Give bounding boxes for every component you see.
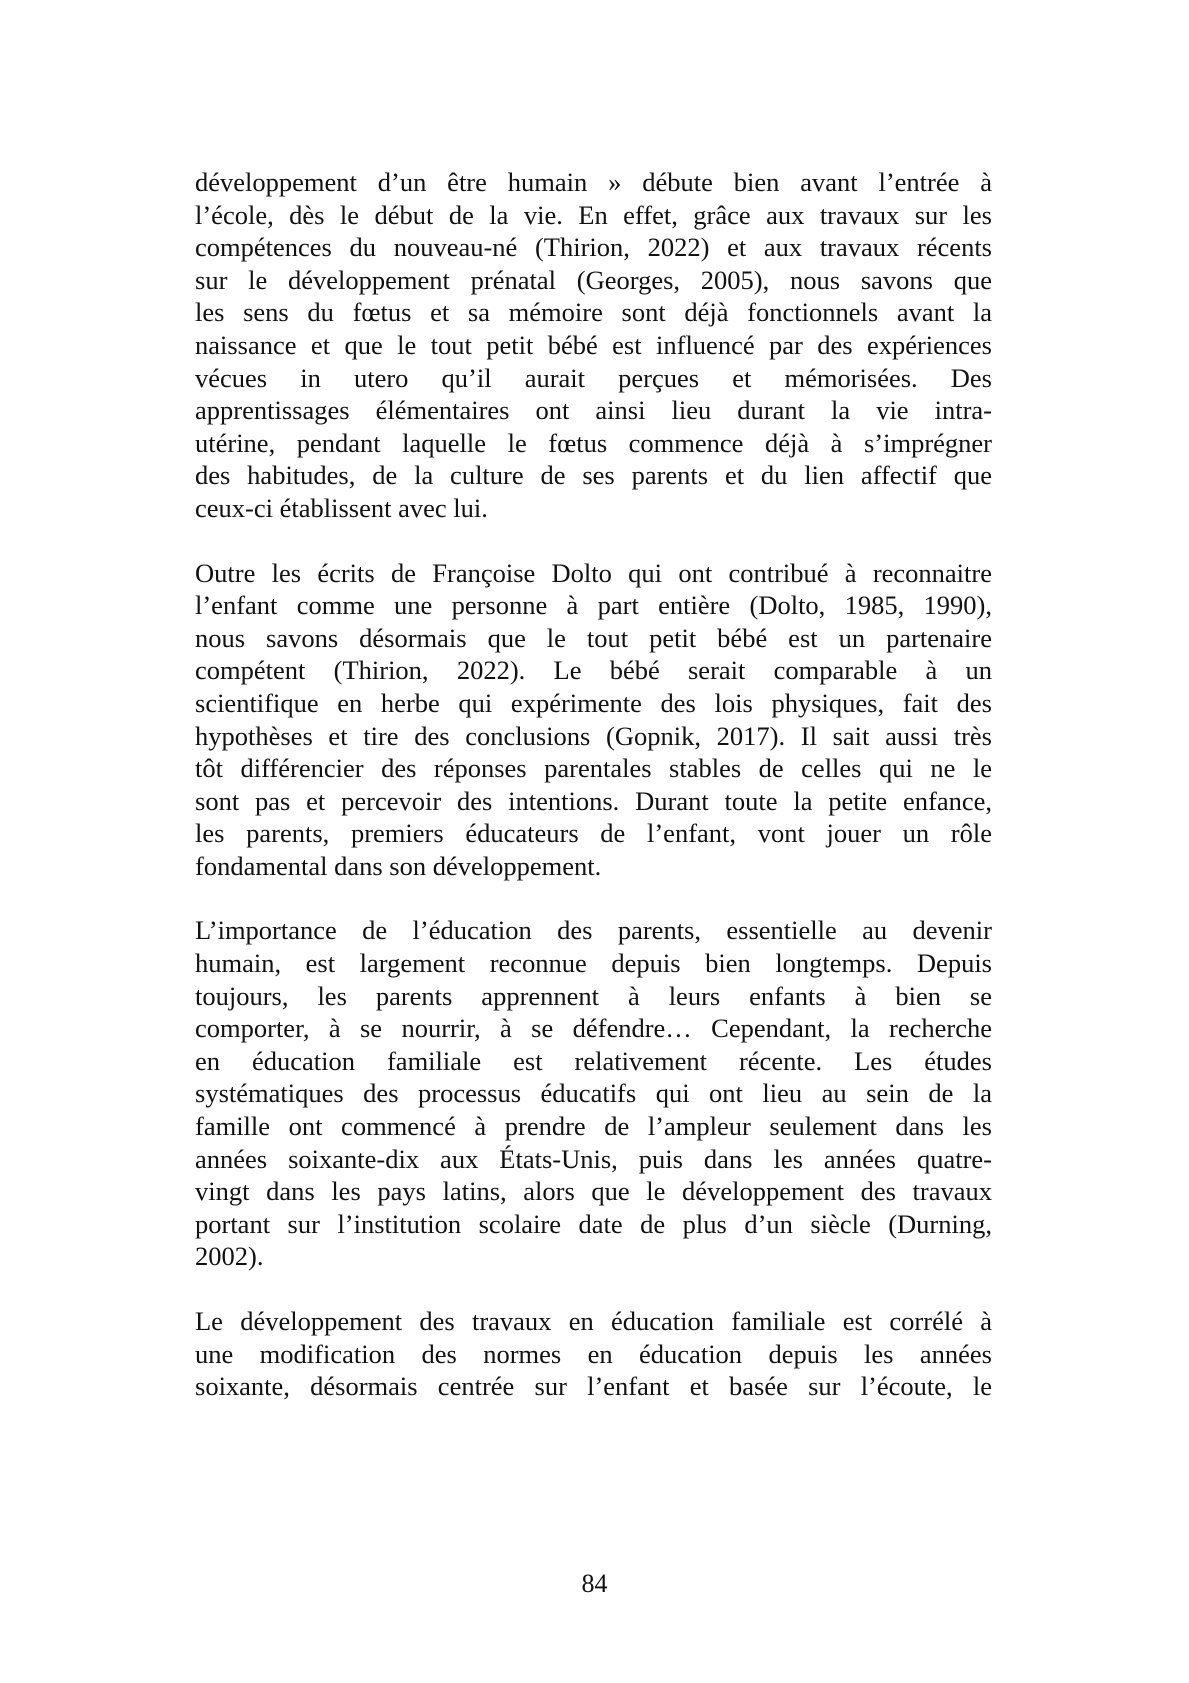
text-line: vingt dans les pays latins, alors que le développement des travaux	[195, 1176, 992, 1207]
text-line: sur le développement prénatal (Georges, 2005), nous savons que	[195, 264, 992, 295]
text-line: développement d’un être humain » débute bien avant l’entrée à	[195, 167, 992, 197]
text-line: sont pas et percevoir des intentions. Durant toute la petite enfance,	[195, 785, 992, 816]
text-line: toujours, les parents apprennent à leurs enfants à bien se	[195, 980, 992, 1011]
text-line: comporter, à se nourrir, à se défendre… Cependant, la recherche	[195, 1013, 992, 1044]
text-line: fondamental dans son développement.	[195, 850, 602, 881]
text-line: tôt différencier des réponses parentales stables de celles qui ne le	[195, 753, 992, 784]
text-line: Outre les écrits de Françoise Dolto qui ont contribué à reconnaitre	[195, 557, 992, 588]
text-line: soixante, désormais centrée sur l’enfant et basée sur l’écoute, le	[195, 1371, 992, 1402]
text-line: hypothèses et tire des conclusions (Gopnik, 2017). Il sait aussi très	[195, 720, 992, 751]
text-line: une modification des normes en éducation depuis les années	[195, 1338, 992, 1369]
paragraph-education-norms	[195, 1305, 992, 1403]
text-line: 2002).	[195, 1241, 264, 1272]
text-line: années soixante-dix aux États-Unis, puis dans les années quatre-	[195, 1143, 992, 1174]
text-line: scientifique en herbe qui expérimente des lois physiques, fait des	[195, 687, 992, 718]
text-line: systématiques des processus éducatifs qui ont lieu au sein de la	[195, 1078, 992, 1109]
text-line: humain, est largement reconnue depuis bien longtemps. Depuis	[195, 948, 992, 979]
text-line: compétences du nouveau-né (Thirion, 2022) et aux travaux récents	[195, 232, 992, 263]
paragraph-prenatal-development	[195, 166, 992, 525]
text-line: compétent (Thirion, 2022). Le bébé serait comparable à un	[195, 655, 992, 686]
page-number: 84	[581, 1569, 608, 1598]
text-line: apprentissages élémentaires ont ainsi lieu durant la vie intra-	[195, 395, 992, 426]
text-line: les parents, premiers éducateurs de l’enfant, vont jouer un rôle	[195, 818, 992, 849]
body-text	[195, 166, 992, 1435]
text-line: naissance et que le tout petit bébé est influencé par des expériences	[195, 329, 992, 360]
text-line: l’enfant comme une personne à part entière (Dolto, 1985, 1990),	[195, 590, 992, 621]
text-line: l’école, dès le début de la vie. En effet, grâce aux travaux sur les	[195, 199, 992, 230]
text-line: ceux-ci établissent avec lui.	[195, 492, 488, 523]
text-line: L’importance de l’éducation des parents, essentielle au devenir	[195, 915, 992, 946]
text-line: famille ont commencé à prendre de l’ampleur seulement dans les	[195, 1111, 992, 1142]
text-line: les sens du fœtus et sa mémoire sont déjà fonctionnels avant la	[195, 297, 992, 328]
paragraph-family-education-research	[195, 914, 992, 1273]
text-line: nous savons désormais que le tout petit bébé est un partenaire	[195, 622, 992, 653]
text-line: des habitudes, de la culture de ses parents et du lien affectif que	[195, 460, 992, 491]
text-line: utérine, pendant laquelle le fœtus commence déjà à s’imprégner	[195, 427, 992, 458]
text-line: portant sur l’institution scolaire date de plus d’un siècle (Durning,	[195, 1208, 992, 1239]
text-line: Le développement des travaux en éducation familiale est corrélé à	[195, 1306, 992, 1336]
paragraph-competent-baby	[195, 557, 992, 883]
text-line: en éducation familiale est relativement récente. Les études	[195, 1045, 992, 1076]
text-line: vécues in utero qu’il aurait perçues et mémorisées. Des	[195, 362, 992, 393]
